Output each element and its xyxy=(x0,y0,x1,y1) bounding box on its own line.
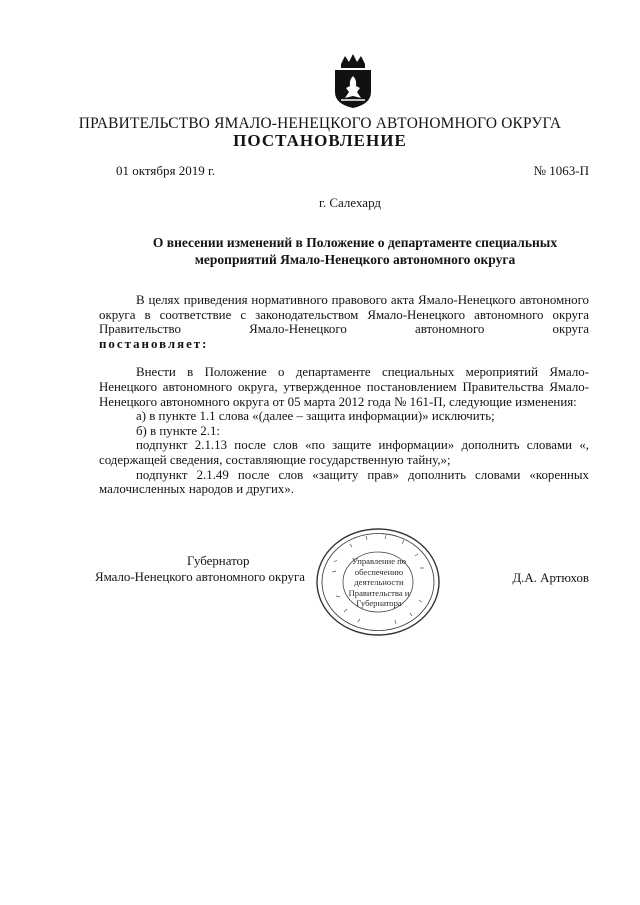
document-type: ПОСТАНОВЛЕНИЕ xyxy=(233,131,407,150)
main-paragraph: Внести в Положение о департаменте специальных мероприятий Ямало-Ненецкого автономного округа, утвержденное постановлением Правительства Ямало-Ненецкого автономного округа от 05 марта 2012 года № 161-П, следующие изменения: xyxy=(99,365,589,409)
subject-line-1: О внесении изменений в Положение о департаменте специальных xyxy=(152,235,558,250)
document-city: г. Салехард xyxy=(318,195,382,210)
preamble-text: В целях приведения нормативного правового акта Ямало-Ненецкого автономного округа в соответствие с законодательством Ямало-Ненецкого автономного округа Правительство Ямало-Ненецкого автономного округа xyxy=(99,293,589,337)
document-number: № 1063-П xyxy=(533,163,589,178)
coat-of-arms-icon xyxy=(331,52,375,110)
document-subject xyxy=(130,234,580,268)
stamp-inner-text: Управление по обеспечению деятельности Правительства и Губернатора xyxy=(348,556,410,608)
subitem-2-1-13-paragraph: подпункт 2.1.13 после слов «по защите информации» дополнить словами «, содержащей сведения, составляющие государственную тайну,»; xyxy=(99,438,589,467)
document-body xyxy=(99,293,589,497)
decree-word: постановляет: xyxy=(99,336,209,351)
government-title: ПРАВИТЕЛЬСТВО ЯМАЛО-НЕНЕЦКОГО АВТОНОМНОГО ОКРУГА xyxy=(78,115,562,132)
subject-line-2: мероприятий Ямало-Ненецкого автономного округа xyxy=(194,252,516,267)
preamble-paragraph xyxy=(99,293,589,337)
signatory-name: Д.А. Артюхов xyxy=(512,571,589,585)
document-date: 01 октября 2019 г. xyxy=(116,163,216,178)
decree-paragraph xyxy=(99,337,589,352)
item-a-paragraph: а) в пункте 1.1 слова «(далее – защита информации)» исключить; xyxy=(136,409,495,424)
signatory-role-line-1: Губернатор xyxy=(187,554,250,568)
item-b-paragraph: б) в пункте 2.1: xyxy=(136,423,220,438)
signatory-role-line-2: Ямало-Ненецкого автономного округа xyxy=(95,570,305,584)
signatory-role xyxy=(95,553,335,585)
subitem-2-1-49-paragraph: подпункт 2.1.49 после слов «защиту прав» дополнить словами «коренных малочисленных народов и других». xyxy=(99,467,589,497)
